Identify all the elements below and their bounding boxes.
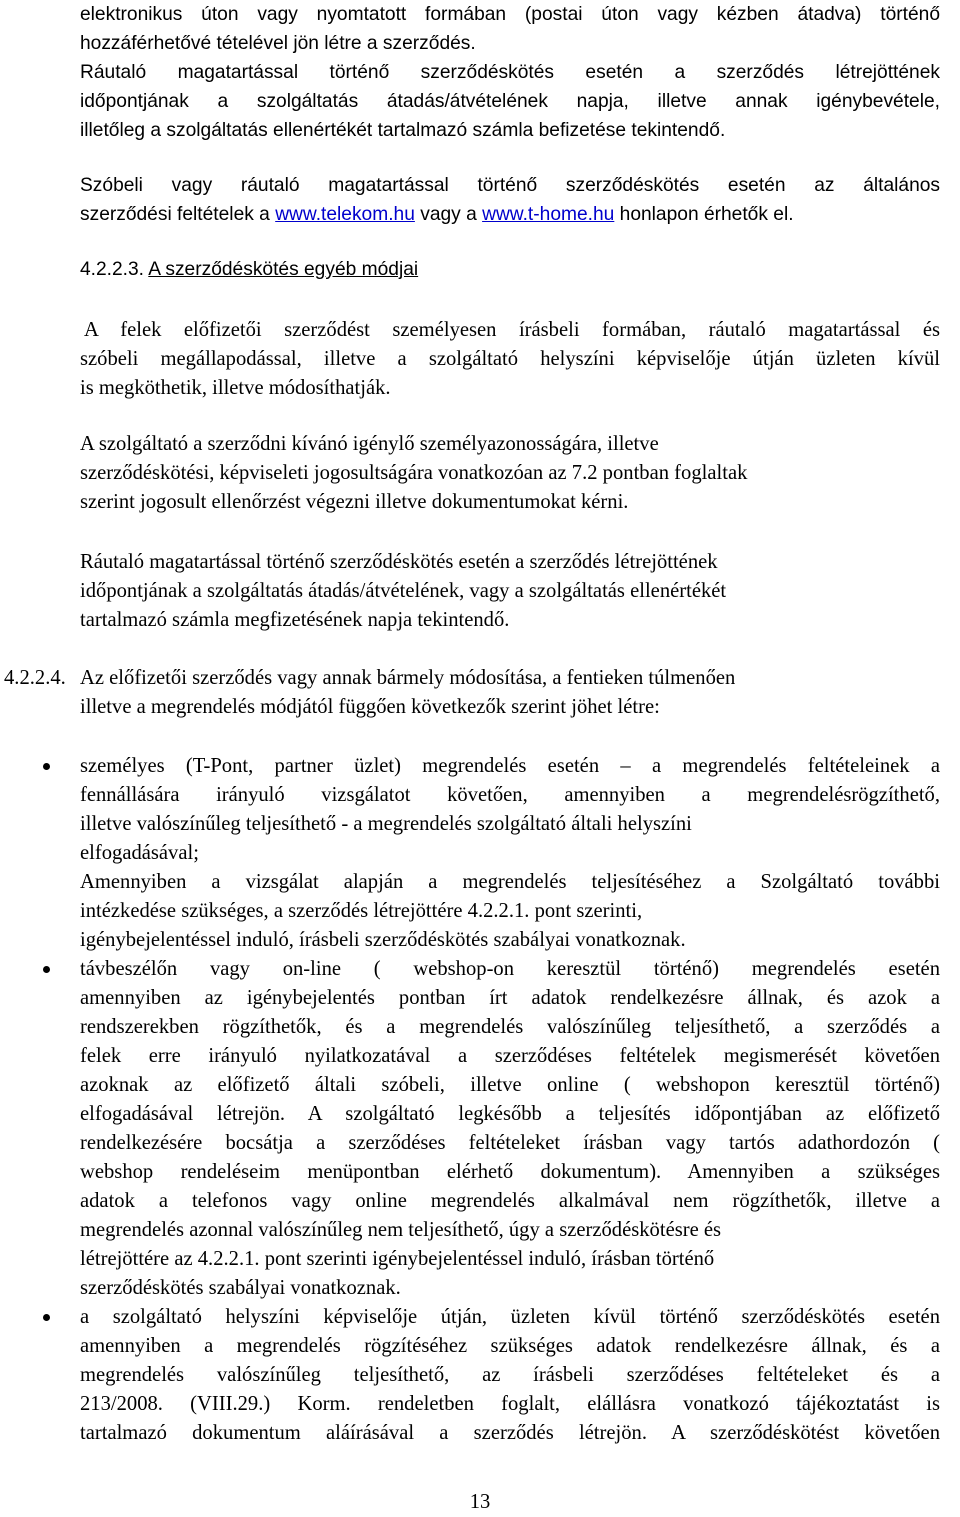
text-line: amennyiben az igénybejelentés pontban írt adatok rendelkezésre állnak, és azok a	[80, 987, 940, 1009]
text-line: Ráutaló magatartással történő szerződéskötés esetén a szerződés létrejöttének	[80, 551, 718, 573]
text-line: is megköthetik, illetve módosíthatják.	[80, 377, 391, 399]
text-line: A szolgáltató a szerződni kívánó igénylő személyazonosságára, illetve	[80, 433, 659, 455]
text-line: távbeszélőn vagy on-line ( webshop-on keresztül történő) megrendelés esetén	[80, 958, 940, 980]
list-item-remote	[0, 955, 940, 1303]
text-line: megrendelés azonnal valószínűleg nem teljesíthető, úgy a szerződéskötésre és	[80, 1219, 722, 1241]
section-number: 4.2.2.3.	[80, 259, 145, 280]
paragraph-contract-formation	[80, 0, 940, 145]
section-heading-4223	[80, 255, 418, 284]
section-text-line: Az előfizetői szerződés vagy annak bármely módosítása, a fentieken túlmenően	[80, 667, 736, 689]
text-line: megrendelés valószínűleg teljesíthető, az írásbeli szerződéses feltételeket és a	[80, 1364, 940, 1386]
text-line: Amennyiben a vizsgálat alapján a megrendelés teljesítéséhez a Szolgáltató további	[80, 871, 940, 893]
paragraph-oral-contract	[80, 171, 940, 229]
text-line: 213/2008. (VIII.29.) Korm. rendeletben foglalt, elállásra vonatkozó tájékoztatást is	[80, 1393, 940, 1415]
text-line: illetőleg a szolgáltatás ellenértékét tartalmazó számla befizetése tekintendő.	[80, 120, 726, 141]
text-line: azoknak az előfizető általi szóbeli, illetve online ( webshopon keresztül történő)	[80, 1074, 940, 1096]
t-home-link[interactable]: www.t-home.hu	[482, 204, 615, 225]
list-item-in-person	[0, 752, 940, 955]
text-line: elfogadásával;	[80, 842, 199, 864]
section-text-line: illetve a megrendelés módjától függően következők szerint jöhet létre:	[80, 696, 660, 718]
list-item-on-site	[0, 1303, 940, 1448]
text-line: illetve valószínűleg teljesíthető - a megrendelés szolgáltató általi helyszíni	[80, 813, 692, 835]
section-number: 4.2.2.4.	[4, 667, 66, 689]
text-line: Szóbeli vagy ráutaló magatartással történő szerződéskötés esetén az általános	[80, 175, 940, 196]
bullet-icon	[43, 1314, 50, 1321]
text-line: tartalmazó számla megfizetésének napja tekintendő.	[80, 609, 510, 631]
section-title: A szerződéskötés egyéb módjai	[148, 259, 419, 280]
text-line: személyes (T-Pont, partner üzlet) megrendelés esetén – a megrendelés feltételeinek a	[80, 755, 940, 777]
text-line: adatok a telefonos vagy online megrendelés alkalmával nem rögzíthetők, illetve a	[80, 1190, 940, 1212]
text-segment: vagy a	[414, 204, 483, 225]
text-line: elfogadásával létrejön. A szolgáltató legkésőbb a teljesítés időpontjában az előfizető	[80, 1103, 940, 1125]
text-line: igénybejelentéssel induló, írásbeli szerződéskötés szabályai vonatkoznak.	[80, 929, 686, 951]
text-line: hozzáférhetővé tételével jön létre a szerződés.	[80, 33, 476, 54]
text-line: webshop rendeléseim menüpontban elérhető dokumentum). Amennyiben a szükséges	[80, 1161, 940, 1183]
text-line: fennállására irányuló vizsgálatot követően, amennyiben a megrendelésrögzíthető,	[80, 784, 940, 806]
text-line: a szolgáltató helyszíni képviselője útján, üzleten kívül történő szerződéskötés esetén	[80, 1306, 940, 1328]
paragraph-implied-conduct	[80, 548, 940, 635]
text-line: létrejöttére az 4.2.2.1. pont szerinti igénybejelentéssel induló, írásban történő	[80, 1248, 715, 1270]
text-segment: szerződési feltételek a	[80, 204, 276, 225]
text-line: A felek előfizetői szerződést személyesen írásbeli formában, ráutaló magatartással és	[84, 319, 940, 341]
text-line: időpontjának a szolgáltatás átadás/átvételének, vagy a szolgáltatás ellenértékét	[80, 580, 727, 602]
bullet-icon	[43, 966, 50, 973]
telekom-link[interactable]: www.telekom.hu	[275, 204, 415, 225]
text-line: szerződéskötés szabályai vonatkoznak.	[80, 1277, 401, 1299]
paragraph-other-methods	[80, 316, 940, 403]
paragraph-identity-check	[80, 430, 940, 517]
text-line-with-links	[80, 200, 940, 229]
text-line: amennyiben a megrendelés rögzítéséhez szükséges adatok rendelkezésre állnak, és a	[80, 1335, 940, 1357]
text-segment: honlapon érhetők el.	[614, 204, 794, 225]
text-line: szerződéskötési, képviseleti jogosultságára vonatkozóan az 7.2 pontban foglaltak	[80, 462, 748, 484]
bullet-icon	[43, 763, 50, 770]
text-line: felek erre irányuló nyilatkozatával a szerződéses feltételek megismerését követően	[80, 1045, 940, 1067]
page-number: 13	[469, 1491, 491, 1513]
text-line: tartalmazó dokumentum aláírásával a szerződés létrejön. A szerződéskötést követően	[80, 1422, 940, 1444]
text-line: rendelkezésére bocsátja a szerződéses feltételeket írásban vagy tartós adathordozón (	[80, 1132, 940, 1154]
text-line: szóbeli megállapodással, illetve a szolgáltató helyszíni képviselője útján üzleten kívül	[80, 348, 940, 370]
text-line: rendszerekben rögzíthetők, és a megrendelés valószínűleg teljesíthető, a szerződés a	[80, 1016, 940, 1038]
text-line: időpontjának a szolgáltatás átadás/átvételének napja, illetve annak igénybevétele,	[80, 91, 940, 112]
text-line: intézkedése szükséges, a szerződés létrejöttére 4.2.2.1. pont szerinti,	[80, 900, 643, 922]
contract-method-list	[0, 752, 960, 1448]
text-line: elektronikus úton vagy nyomtatott formában (postai úton vagy kézben átadva) történő	[80, 4, 940, 25]
text-line: szerint jogosult ellenőrzést végezni illetve dokumentumokat kérni.	[80, 491, 629, 513]
text-line: Ráutaló magatartással történő szerződéskötés esetén a szerződés létrejöttének	[80, 62, 940, 83]
